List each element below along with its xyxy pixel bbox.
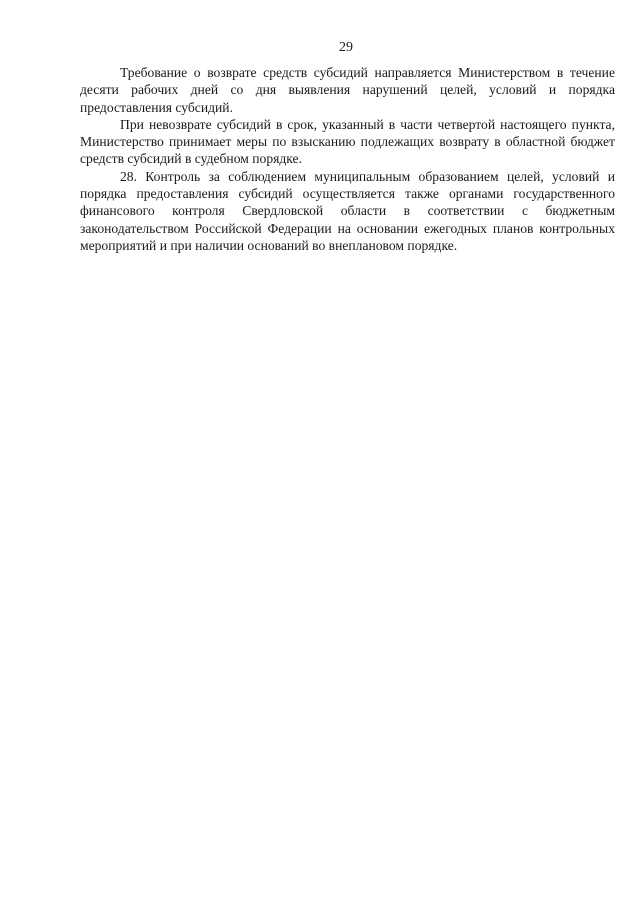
page-number: 29: [339, 40, 353, 55]
paragraph-non-return-measures: При невозврате субсидий в срок, указанный в части четвертой настоящего пункта, Министерство принимает меры по взысканию подлежащих возврату в областной бюджет средств субсидий в судебном порядке.: [80, 116, 615, 167]
paragraph-control-28: 28. Контроль за соблюдением муниципальным образованием целей, условий и порядка предоставления субсидий осуществляется также органами государственного финансового контроля Свердловской области в соответствии с бюджетным законодательством Российской Федерации на основании ежегодных планов контрольных мероприятий и при наличии оснований во внеплановом порядке.: [80, 168, 615, 253]
document-body: [80, 64, 615, 254]
paragraph-refund-demand: Требование о возврате средств субсидий направляется Министерством в течение десяти рабочих дней со дня выявления нарушений целей, условий и порядка предоставления субсидий.: [80, 65, 615, 115]
